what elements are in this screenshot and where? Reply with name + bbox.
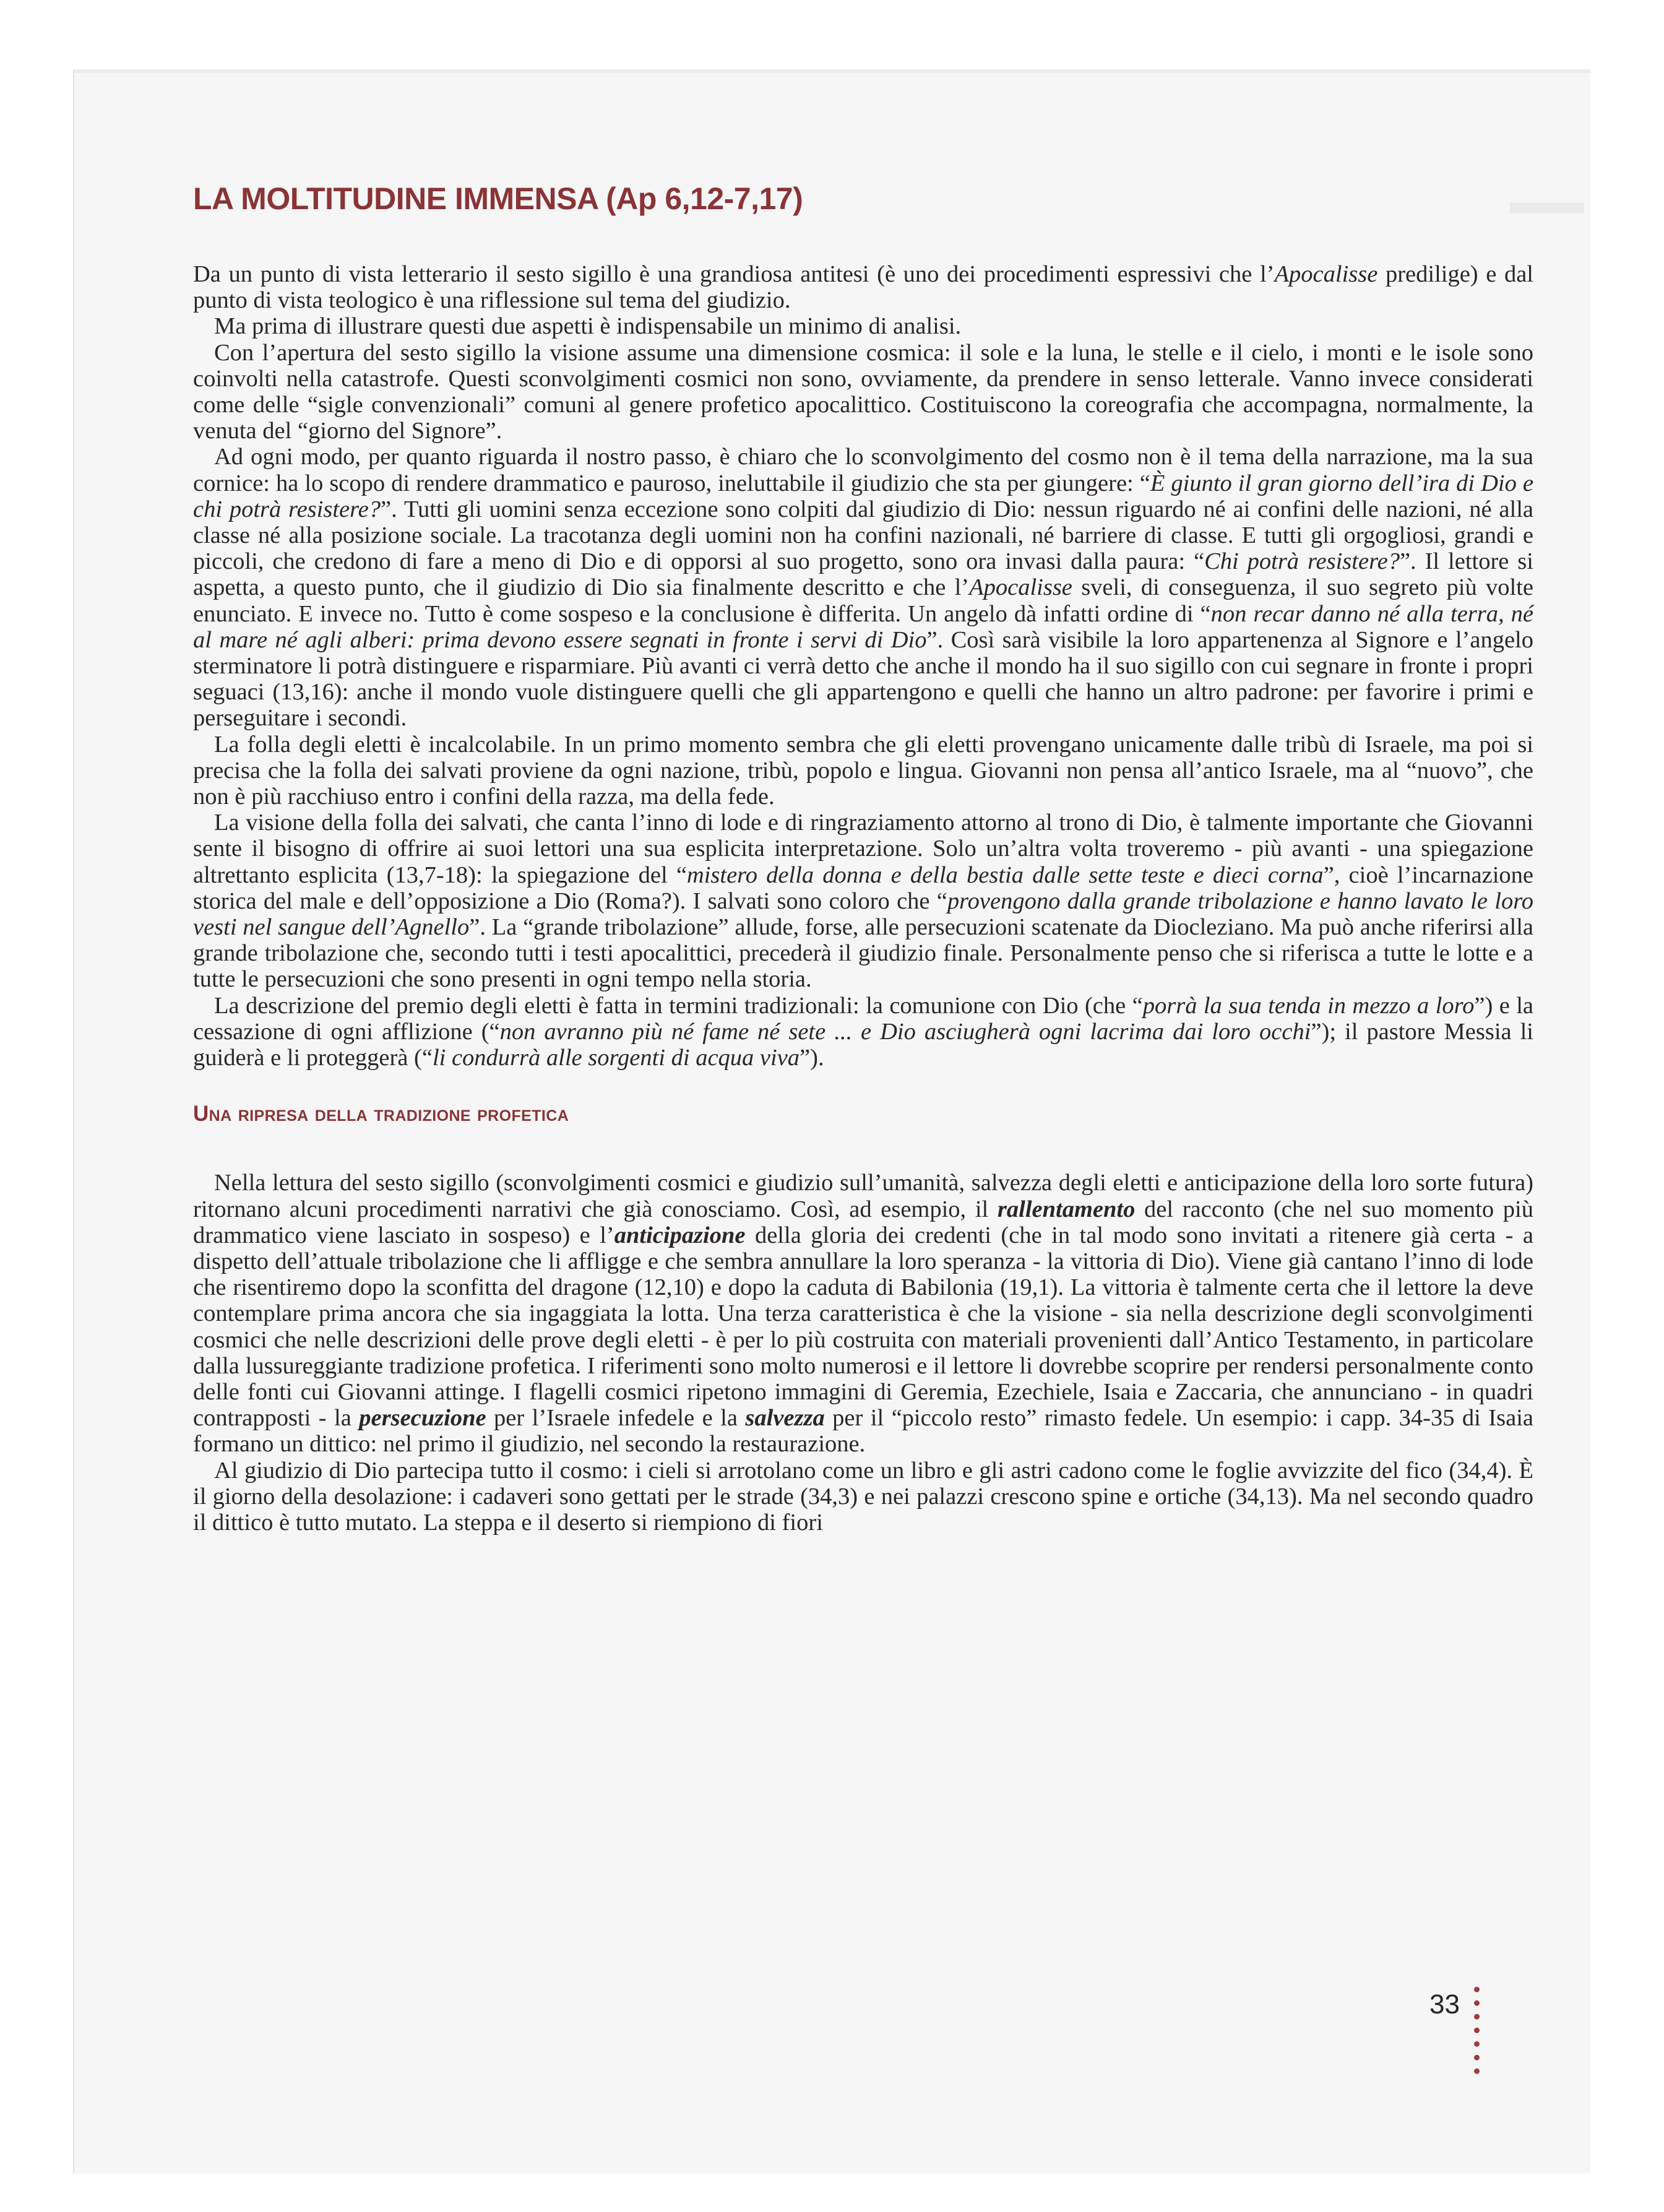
paragraph: La folla degli eletti è incalcolabile. In un primo momento sembra che gli eletti provengano unicamente dalle tribù di Israele, ma poi si precisa che la folla dei salvati proviene da ogni nazione, tribù, popolo e lingua. Giovanni non pensa all’antico Israele, ma al “nuovo”, che non è più racchiuso entro i confini della razza, ma della fede.: [193, 731, 1533, 810]
paragraph: La descrizione del premio degli eletti è fatta in termini tradizionali: la comunione con Dio (che “porrà la sua tenda in mezzo a loro”) e la cessazione di ogni afflizione (“non avranno più né fame né sete ... e Dio asciugherà ogni lacrima dai loro occhi”); il pastore Messia li guiderà e li proteggerà (“li condurrà alle sorgenti di acqua viva”).: [193, 992, 1533, 1071]
dot: [1474, 2055, 1480, 2060]
paragraph: Nella lettura del sesto sigillo (sconvolgimenti cosmici e giudizio sull’umanità, salvezza degli eletti e anticipazione della loro sorte futura) ritornano alcuni procedimenti narrativi che già conosciamo. Così, ad esempio, il rallentamento del racconto (che nel suo momento più drammatico viene lasciato in sospeso) e l’anticipazione della gloria dei credenti (che in tal modo sono invitati a ritenere già certa - a dispetto dell’attuale tribolazione che li affligge e che sembra annullare la loro speranza - la vittoria di Dio). Viene già cantano l’inno di lode che risentiremo dopo la sconfitta del dragone (12,10) e dopo la caduta di Babilonia (19,1). La vittoria è talmente certa che il lettore la deve contemplare prima ancora che sia ingaggiata la lotta. Una terza caratteristica è che la visione - sia nella descrizione degli sconvolgimenti cosmici che nelle descrizioni delle prove degli eletti - è per lo più costruita con materiali provenienti dall’Antico Testamento, in particolare dalla lussureggiante tradizione profetica. I riferimenti sono molto numerosi e il lettore li dovrebbe scoprire per rendersi personalmente conto delle fonti cui Giovanni attinge. I flagelli cosmici ripetono immagini di Geremia, Ezechiele, Isaia e Zaccaria, che annunciano - in quadri contrapposti - la persecuzione per l’Israele infedele e la salvezza per il “piccolo resto” rimasto fedele. Un esempio: i capp. 34-35 di Isaia formano un dittico: nel primo il giudizio, nel secondo la restaurazione.: [193, 1170, 1533, 1458]
section-subtitle: Una ripresa della tradizione profetica: [193, 1102, 569, 1126]
paragraph: La visione della folla dei salvati, che canta l’inno di lode e di ringraziamento attorno al trono di Dio, è talmente importante che Giovanni sente il bisogno di offrire ai suoi lettori una sua esplicita interpretazione. Solo un’altra volta troveremo - più avanti - una spiegazione altrettanto esplicita (13,7-18): la spiegazione del “mistero della donna e della bestia dalle sette teste e dieci corna”, cioè l’incarnazione storica del male e dell’opposizione a Dio (Roma?). I salvati sono coloro che “provengono dalla grande tribolazione e hanno lavato le loro vesti nel sangue dell’Agnello”. La “grande tribolazione” allude, forse, alle persecuzioni scatenate da Diocleziano. Ma può anche riferirsi alla grande tribolazione che, secondo tutti i testi apocalittici, precederà il giudizio finale. Personalmente penso che si riferisca a tutte le lotte e a tutte le persecuzioni che sono presenti in ogni tempo nella storia.: [193, 810, 1533, 993]
dot: [1474, 2028, 1480, 2033]
dot: [1474, 2000, 1480, 2006]
paragraph: Ad ogni modo, per quanto riguarda il nostro passo, è chiaro che lo sconvolgimento del cosmo non è il tema della narrazione, ma la sua cornice: ha lo scopo di rendere drammatico e pauroso, ineluttabile il giudizio che sta per giungere: “È giunto il gran giorno dell’ira di Dio e chi potrà resistere?”. Tutti gli uomini senza eccezione sono colpiti dal giudizio di Dio: nessun riguardo né ai confini delle nazioni, né alla classe né alla posizione sociale. La tracotanza degli uomini non ha confini nazionali, né barriere di classe. E tutti gli orgogliosi, grandi e piccoli, che credono di fare a meno di Dio e di opporsi al suo progetto, sono ora invasi dalla paura: “Chi potrà resistere?”. Il lettore si aspetta, a questo punto, che il giudizio di Dio sia finalmente descritto e che l’Apocalisse sveli, di conseguenza, il suo segreto più volte enunciato. E invece no. Tutto è come sospeso e la conclusione è differita. Un angelo dà infatti ordine di “non recar danno né alla terra, né al mare né agli alberi: prima devono essere segnati in fronte i servi di Dio”. Così sarà visibile la loro appartenenza al Signore e l’angelo sterminatore li potrà distinguere e risparmiare. Più avanti ci verrà detto che anche il mondo ha il suo sigillo con cui segnare in fronte i propri seguaci (13,16): anche il mondo vuole distinguere quelli che gli appartengono e quelli che hanno un altro padrone: per favorire i primi e perseguitare i secondi.: [193, 444, 1533, 732]
dot: [1474, 2068, 1480, 2074]
dot: [1474, 2041, 1480, 2047]
page-number-dots: [1474, 1987, 1480, 2074]
page-title: LA MOLTITUDINE IMMENSA (Ap 6,12-7,17): [193, 181, 803, 216]
paragraph: Con l’apertura del sesto sigillo la visione assume una dimensione cosmica: il sole e la luna, le stelle e il cielo, i monti e le isole sono coinvolti nella catastrofe. Questi sconvolgimenti cosmici non sono, ovviamente, da prendere in senso letterale. Vanno invece considerati come delle “sigle convenzionali” comuni al genere profetico apocalittico. Costituiscono la coreografia che accompagna, normalmente, la venuta del “giorno del Signore”.: [193, 339, 1533, 444]
dot: [1474, 1987, 1480, 1992]
dot: [1474, 2014, 1480, 2020]
paragraph: Ma prima di illustrare questi due aspetti è indispensabile un minimo di analisi.: [214, 313, 962, 340]
page-number: 33: [1429, 1989, 1460, 2020]
page: [73, 69, 1590, 2174]
paragraph: Al giudizio di Dio partecipa tutto il cosmo: i cieli si arrotolano come un libro e gli astri cadono come le foglie avvizzite del fico (34,4). È il giorno della desolazione: i cadaveri sono gettati per le strade (34,3) e nei palazzi crescono spine e ortiche (34,13). Ma nel secondo quadro il dittico è tutto mutato. La steppa e il deserto si riempiono di fiori: [193, 1457, 1533, 1536]
paragraph: Da un punto di vista letterario il sesto sigillo è una grandiosa antitesi (è uno dei procedimenti espressivi che l’Apocalisse predilige) e dal punto di vista teologico è una riflessione sul tema del giudizio.: [193, 261, 1534, 314]
page-content: [193, 181, 1533, 1536]
